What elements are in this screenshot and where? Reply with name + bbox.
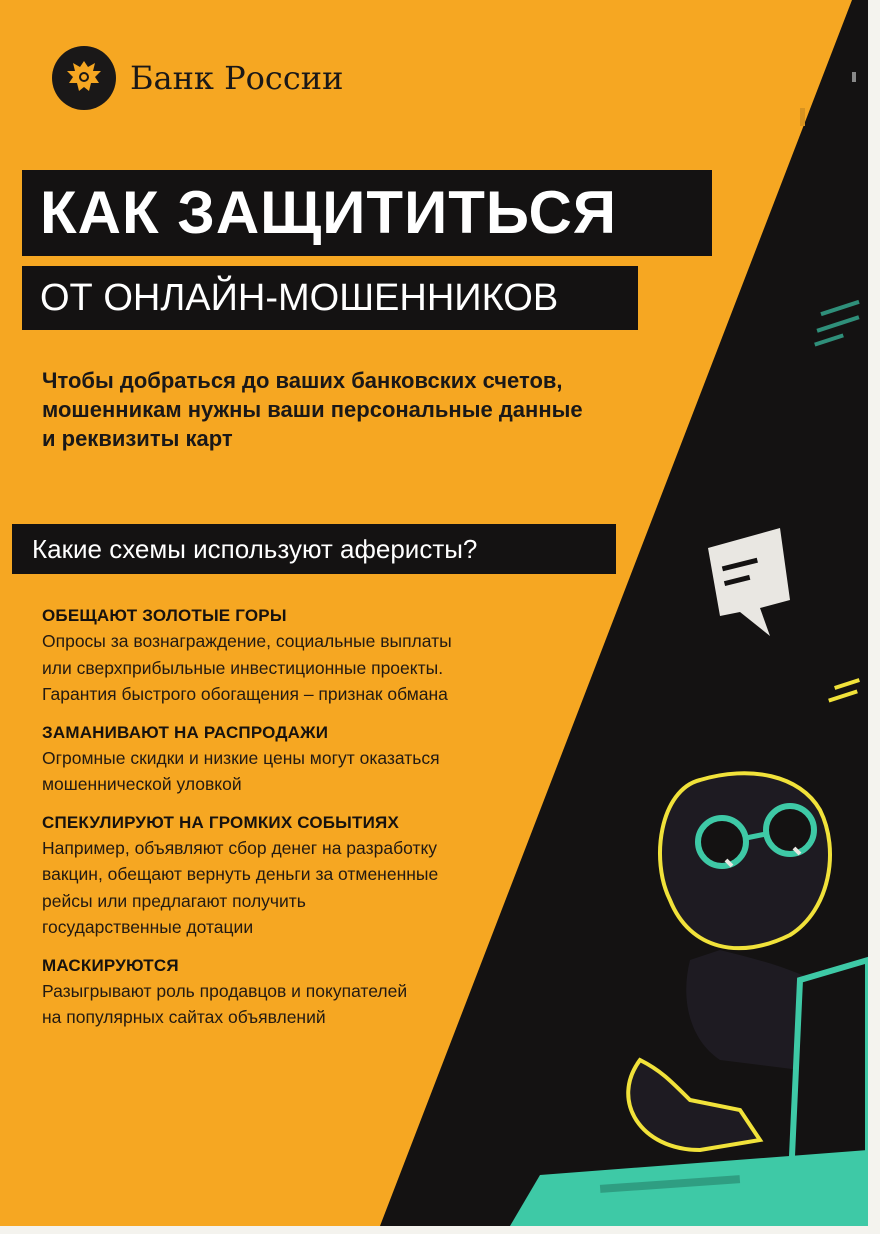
intro-line: и реквизиты карт (42, 426, 233, 451)
intro-line: мошенникам нужны ваши персональные данные (42, 397, 583, 422)
eagle-emblem-icon (52, 46, 116, 110)
scheme-line: Опросы за вознаграждение, социальные выплаты (42, 631, 452, 651)
scheme-item (42, 954, 602, 1031)
scheme-line: рейсы или предлагают получить (42, 890, 306, 911)
title-banner (22, 170, 712, 256)
intro-paragraph (42, 366, 682, 453)
glasses-left-lens (698, 818, 746, 866)
scheme-item (42, 721, 602, 798)
scheme-line: мошеннической уловкой (42, 774, 242, 794)
edge-mark-2 (800, 108, 805, 126)
scheme-text (42, 628, 602, 708)
scheme-line: Например, объявляют сбор денег на разработку (42, 837, 438, 858)
schemes-heading-banner (12, 524, 616, 574)
glasses-right-lens (766, 806, 814, 854)
schemes-list (42, 604, 602, 1044)
page-title: КАК ЗАЩИТИТЬСЯ (40, 179, 617, 246)
scheme-line: вакцин, обещают вернуть деньги за отмененные (42, 864, 439, 884)
scheme-item (42, 604, 602, 708)
scheme-line: государственные дотации (42, 917, 254, 937)
scheme-text (42, 978, 602, 1031)
scheme-line: Огромные скидки и низкие цены могут оказаться (42, 747, 440, 768)
scheme-line: на популярных сайтах объявлений (42, 1007, 326, 1027)
bank-logo[interactable] (52, 46, 343, 110)
scheme-title: ЗАМАНИВАЮТ НА РАСПРОДАЖИ (42, 722, 329, 742)
scheme-line: Разыгрывают роль продавцов и покупателей (42, 980, 408, 1001)
intro-line: Чтобы добраться до ваших банковских счетов, (42, 368, 563, 393)
scheme-line: Гарантия быстрого обогащения – признак обмана (42, 684, 448, 704)
scheme-title: СПЕКУЛИРУЮТ НА ГРОМКИХ СОБЫТИЯХ (42, 812, 399, 832)
scheme-text (42, 835, 602, 941)
subtitle-banner (22, 266, 638, 330)
bank-name: Банк России (130, 59, 344, 97)
scheme-title: ОБЕЩАЮТ ЗОЛОТЫЕ ГОРЫ (42, 606, 287, 625)
edge-mark (852, 72, 856, 82)
page-subtitle: ОТ ОНЛАЙН-МОШЕННИКОВ (40, 277, 559, 319)
schemes-heading: Какие схемы используют аферисты? (32, 534, 478, 564)
scheme-line: или сверхприбыльные инвестиционные проекты. (42, 657, 444, 678)
scheme-text (42, 745, 602, 798)
scheme-item (42, 811, 602, 941)
scheme-title: МАСКИРУЮТСЯ (42, 955, 179, 975)
